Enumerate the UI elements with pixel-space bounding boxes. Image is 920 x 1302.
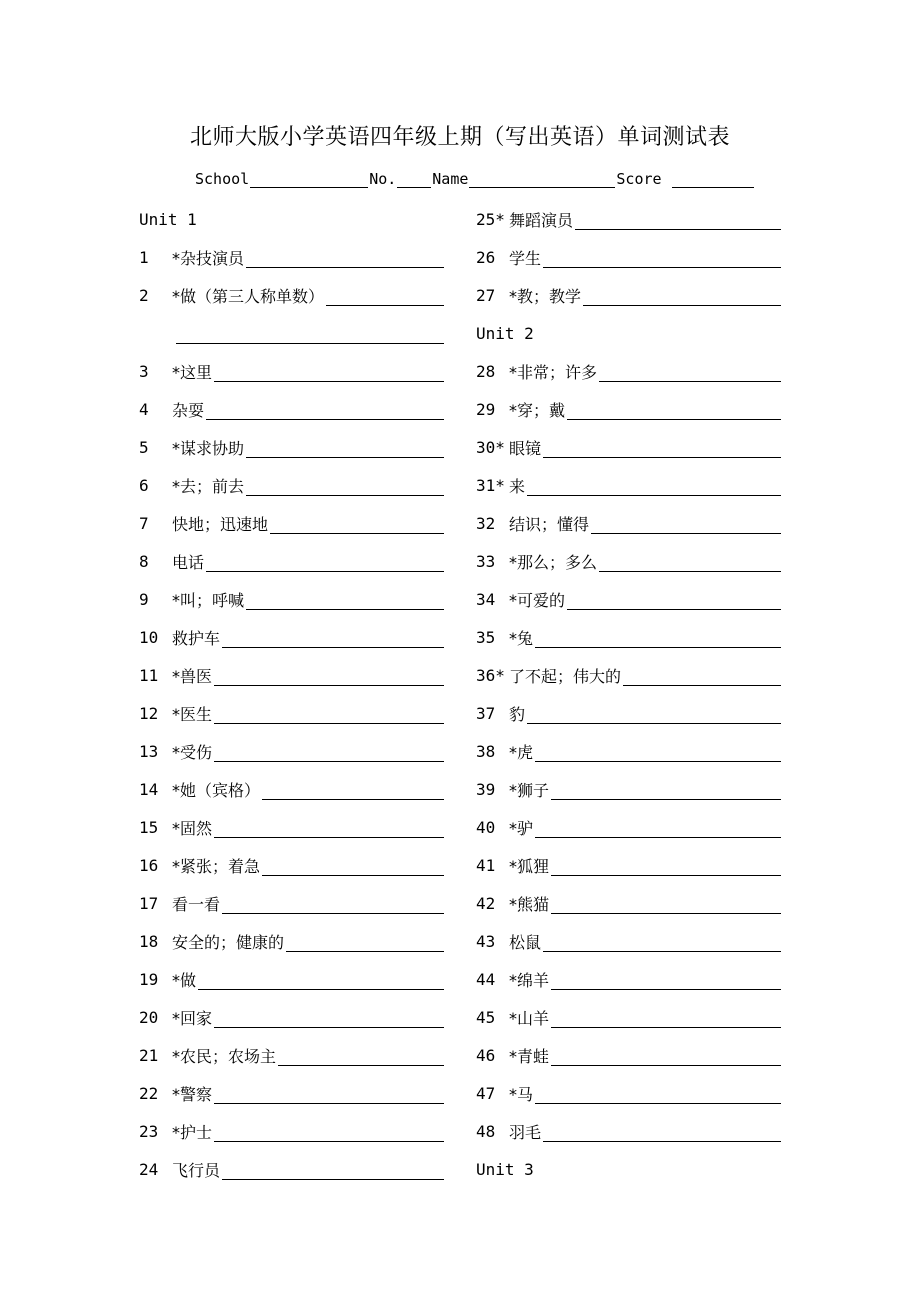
item-chinese: *警察 bbox=[172, 1084, 213, 1104]
answer-blank[interactable] bbox=[262, 855, 444, 876]
item-chinese: *虎 bbox=[509, 742, 534, 762]
name-blank[interactable] bbox=[469, 171, 615, 188]
answer-blank[interactable] bbox=[214, 1083, 444, 1104]
item-chinese: 学生 bbox=[509, 248, 542, 268]
item-number: 24 bbox=[139, 1159, 159, 1179]
item-number: 46 bbox=[476, 1045, 496, 1065]
answer-blank[interactable] bbox=[623, 665, 781, 686]
answer-blank[interactable] bbox=[583, 285, 781, 306]
vocab-item bbox=[476, 732, 781, 770]
unit-heading bbox=[476, 1150, 781, 1188]
item-number: 15 bbox=[139, 817, 159, 837]
item-number: 42 bbox=[476, 893, 496, 913]
vocab-item bbox=[139, 846, 444, 884]
answer-blank[interactable] bbox=[198, 969, 444, 990]
item-number: 34 bbox=[476, 589, 496, 609]
item-number: 18 bbox=[139, 931, 159, 951]
answer-blank[interactable] bbox=[567, 399, 781, 420]
answer-blank[interactable] bbox=[206, 551, 444, 572]
vocab-item bbox=[139, 922, 444, 960]
answer-blank[interactable] bbox=[543, 1121, 781, 1142]
item-number: 26 bbox=[476, 247, 496, 267]
item-number: 37 bbox=[476, 703, 496, 723]
item-chinese: 眼镜 bbox=[509, 438, 542, 458]
item-number: 43 bbox=[476, 931, 496, 951]
item-chinese: *医生 bbox=[172, 704, 213, 724]
item-chinese: *绵羊 bbox=[509, 970, 550, 990]
item-chinese: *农民；农场主 bbox=[172, 1046, 277, 1066]
item-number: 30* bbox=[476, 437, 505, 457]
number-label: No. bbox=[369, 170, 397, 188]
item-number: 28 bbox=[476, 361, 496, 381]
unit-heading bbox=[139, 200, 444, 238]
answer-blank[interactable] bbox=[214, 361, 444, 382]
item-chinese: *那么；多么 bbox=[509, 552, 598, 572]
item-chinese: 舞蹈演员 bbox=[509, 210, 574, 230]
item-chinese: 豹 bbox=[509, 704, 526, 724]
answer-blank[interactable] bbox=[286, 931, 444, 952]
item-chinese: *谋求协助 bbox=[172, 438, 245, 458]
vocab-item bbox=[476, 960, 781, 998]
school-label: School bbox=[195, 170, 250, 188]
item-chinese: *马 bbox=[509, 1084, 534, 1104]
item-chinese: 看一看 bbox=[172, 894, 221, 914]
item-number: 41 bbox=[476, 855, 496, 875]
answer-blank[interactable] bbox=[278, 1045, 444, 1066]
item-chinese: *去；前去 bbox=[172, 476, 245, 496]
vocab-item bbox=[476, 428, 781, 466]
unit-heading-text: Unit 3 bbox=[476, 1159, 534, 1179]
vocab-item bbox=[476, 922, 781, 960]
item-number: 6 bbox=[139, 475, 149, 495]
vocab-item bbox=[139, 466, 444, 504]
item-number: 12 bbox=[139, 703, 159, 723]
item-number: 17 bbox=[139, 893, 159, 913]
answer-blank[interactable] bbox=[599, 551, 781, 572]
item-chinese: 杂耍 bbox=[172, 400, 205, 420]
answer-blank[interactable] bbox=[535, 627, 781, 648]
item-number: 14 bbox=[139, 779, 159, 799]
answer-blank[interactable] bbox=[176, 323, 444, 344]
answer-blank[interactable] bbox=[222, 1159, 444, 1180]
vocab-item bbox=[476, 846, 781, 884]
item-chinese: 电话 bbox=[172, 552, 205, 572]
item-number: 2 bbox=[139, 285, 149, 305]
item-number: 8 bbox=[139, 551, 149, 571]
vocab-item bbox=[139, 352, 444, 390]
answer-blank[interactable] bbox=[543, 931, 781, 952]
item-number: 23 bbox=[139, 1121, 159, 1141]
answer-blank[interactable] bbox=[222, 893, 444, 914]
student-info-line bbox=[195, 170, 755, 188]
item-number: 47 bbox=[476, 1083, 496, 1103]
item-chinese: 了不起；伟大的 bbox=[509, 666, 622, 686]
answer-blank[interactable] bbox=[535, 817, 781, 838]
item-number: 45 bbox=[476, 1007, 496, 1027]
answer-blank[interactable] bbox=[206, 399, 444, 420]
answer-blank[interactable] bbox=[246, 247, 444, 268]
vocab-item bbox=[476, 808, 781, 846]
answer-blank[interactable] bbox=[591, 513, 781, 534]
vocab-item bbox=[139, 504, 444, 542]
answer-blank[interactable] bbox=[214, 817, 444, 838]
unit-heading bbox=[476, 314, 781, 352]
vocab-item bbox=[476, 276, 781, 314]
item-chinese: 来 bbox=[509, 476, 526, 496]
item-chinese: *可爱的 bbox=[509, 590, 566, 610]
item-number: 25* bbox=[476, 209, 505, 229]
answer-blank[interactable] bbox=[575, 209, 781, 230]
vocab-item bbox=[476, 1036, 781, 1074]
item-chinese: *她（宾格） bbox=[172, 780, 261, 800]
vocab-item bbox=[476, 618, 781, 656]
item-chinese: *熊猫 bbox=[509, 894, 550, 914]
item-chinese: 羽毛 bbox=[509, 1122, 542, 1142]
vocab-item bbox=[139, 428, 444, 466]
item-number: 1 bbox=[139, 247, 149, 267]
item-number: 32 bbox=[476, 513, 496, 533]
number-blank[interactable] bbox=[397, 171, 431, 188]
score-label: Score bbox=[616, 170, 662, 188]
item-number: 35 bbox=[476, 627, 496, 647]
item-number: 38 bbox=[476, 741, 496, 761]
name-label: Name bbox=[432, 170, 469, 188]
item-number: 3 bbox=[139, 361, 149, 381]
vocab-item bbox=[139, 884, 444, 922]
vocab-item bbox=[476, 998, 781, 1036]
item-number: 33 bbox=[476, 551, 496, 571]
vocab-item bbox=[476, 238, 781, 276]
vocab-item bbox=[139, 1036, 444, 1074]
page-title: 北师大版小学英语四年级上期（写出英语）单词测试表 bbox=[189, 125, 730, 150]
item-number: 48 bbox=[476, 1121, 496, 1141]
vocab-item bbox=[476, 694, 781, 732]
vocab-item bbox=[476, 542, 781, 580]
answer-blank[interactable] bbox=[551, 969, 781, 990]
item-chinese: *山羊 bbox=[509, 1008, 550, 1028]
vocab-item bbox=[139, 238, 444, 276]
answer-blank[interactable] bbox=[214, 741, 444, 762]
vocab-item bbox=[476, 1112, 781, 1150]
item-chinese: *非常；许多 bbox=[509, 362, 598, 382]
answer-blank[interactable] bbox=[326, 285, 444, 306]
vocab-item bbox=[139, 656, 444, 694]
item-number: 10 bbox=[139, 627, 159, 647]
item-number: 44 bbox=[476, 969, 496, 989]
item-chinese: 救护车 bbox=[172, 628, 221, 648]
item-chinese: 结识；懂得 bbox=[509, 514, 590, 534]
item-number: 40 bbox=[476, 817, 496, 837]
item-number: 4 bbox=[139, 399, 149, 419]
item-chinese: *回家 bbox=[172, 1008, 213, 1028]
vocab-item bbox=[139, 542, 444, 580]
vocab-item bbox=[139, 1150, 444, 1188]
item-number: 20 bbox=[139, 1007, 159, 1027]
answer-blank[interactable] bbox=[527, 475, 781, 496]
item-number: 13 bbox=[139, 741, 159, 761]
item-number: 7 bbox=[139, 513, 149, 533]
answer-blank[interactable] bbox=[551, 779, 781, 800]
vocab-item bbox=[139, 960, 444, 998]
item-number: 21 bbox=[139, 1045, 159, 1065]
item-chinese: *紧张；着急 bbox=[172, 856, 261, 876]
answer-blank[interactable] bbox=[527, 703, 781, 724]
answer-blank[interactable] bbox=[246, 475, 444, 496]
vocab-item bbox=[139, 618, 444, 656]
vocab-item bbox=[476, 1074, 781, 1112]
vocab-item bbox=[476, 656, 781, 694]
answer-blank[interactable] bbox=[535, 741, 781, 762]
item-number: 9 bbox=[139, 589, 149, 609]
answer-blank[interactable] bbox=[543, 247, 781, 268]
vocab-item bbox=[476, 770, 781, 808]
item-number: 16 bbox=[139, 855, 159, 875]
vocab-item bbox=[139, 1112, 444, 1150]
item-chinese: 快地；迅速地 bbox=[172, 514, 269, 534]
vocab-item bbox=[476, 884, 781, 922]
continuation-line bbox=[139, 314, 444, 352]
vocab-item bbox=[476, 580, 781, 618]
vocab-item bbox=[139, 276, 444, 314]
item-chinese: *固然 bbox=[172, 818, 213, 838]
answer-blank[interactable] bbox=[551, 893, 781, 914]
vocab-item bbox=[476, 200, 781, 238]
score-blank[interactable] bbox=[672, 171, 754, 188]
item-chinese: *青蛙 bbox=[509, 1046, 550, 1066]
item-number: 39 bbox=[476, 779, 496, 799]
answer-blank[interactable] bbox=[551, 855, 781, 876]
school-blank[interactable] bbox=[250, 171, 368, 188]
item-number: 19 bbox=[139, 969, 159, 989]
item-chinese: *做（第三人称单数） bbox=[172, 286, 325, 306]
answer-blank[interactable] bbox=[246, 437, 444, 458]
answer-blank[interactable] bbox=[262, 779, 444, 800]
item-chinese: 松鼠 bbox=[509, 932, 542, 952]
item-chinese: *杂技演员 bbox=[172, 248, 245, 268]
vocab-item bbox=[476, 466, 781, 504]
item-chinese: *狐狸 bbox=[509, 856, 550, 876]
item-number: 22 bbox=[139, 1083, 159, 1103]
item-chinese: *兽医 bbox=[172, 666, 213, 686]
vocab-item bbox=[139, 732, 444, 770]
answer-blank[interactable] bbox=[214, 1007, 444, 1028]
item-chinese: *做 bbox=[172, 970, 197, 990]
answer-blank[interactable] bbox=[270, 513, 444, 534]
answer-blank[interactable] bbox=[551, 1045, 781, 1066]
item-chinese: *教；教学 bbox=[509, 286, 582, 306]
item-number: 31* bbox=[476, 475, 505, 495]
item-chinese: *叫；呼喊 bbox=[172, 590, 245, 610]
item-chinese: *狮子 bbox=[509, 780, 550, 800]
item-chinese: *受伤 bbox=[172, 742, 213, 762]
vocab-item bbox=[476, 504, 781, 542]
answer-blank[interactable] bbox=[214, 665, 444, 686]
item-number: 11 bbox=[139, 665, 159, 685]
item-chinese: 飞行员 bbox=[172, 1160, 221, 1180]
answer-blank[interactable] bbox=[543, 437, 781, 458]
answer-blank[interactable] bbox=[567, 589, 781, 610]
answer-blank[interactable] bbox=[535, 1083, 781, 1104]
answer-blank[interactable] bbox=[246, 589, 444, 610]
answer-blank[interactable] bbox=[551, 1007, 781, 1028]
item-chinese: 安全的；健康的 bbox=[172, 932, 285, 952]
vocab-item bbox=[476, 390, 781, 428]
vocab-item bbox=[139, 390, 444, 428]
answer-blank[interactable] bbox=[214, 703, 444, 724]
item-chinese: *穿；戴 bbox=[509, 400, 566, 420]
item-chinese: *这里 bbox=[172, 362, 213, 382]
answer-blank[interactable] bbox=[222, 627, 444, 648]
item-number: 5 bbox=[139, 437, 149, 457]
vocab-item bbox=[139, 694, 444, 732]
vocab-item bbox=[139, 1074, 444, 1112]
vocab-item bbox=[139, 770, 444, 808]
item-number: 27 bbox=[476, 285, 496, 305]
vocab-item bbox=[476, 352, 781, 390]
vocab-item bbox=[139, 998, 444, 1036]
item-chinese: *驴 bbox=[509, 818, 534, 838]
item-number: 29 bbox=[476, 399, 496, 419]
item-number: 36* bbox=[476, 665, 505, 685]
item-chinese: *护士 bbox=[172, 1122, 213, 1142]
answer-blank[interactable] bbox=[599, 361, 781, 382]
unit-heading-text: Unit 1 bbox=[139, 209, 197, 229]
answer-blank[interactable] bbox=[214, 1121, 444, 1142]
vocab-item bbox=[139, 808, 444, 846]
vocab-item bbox=[139, 580, 444, 618]
unit-heading-text: Unit 2 bbox=[476, 323, 534, 343]
item-chinese: *兔 bbox=[509, 628, 534, 648]
